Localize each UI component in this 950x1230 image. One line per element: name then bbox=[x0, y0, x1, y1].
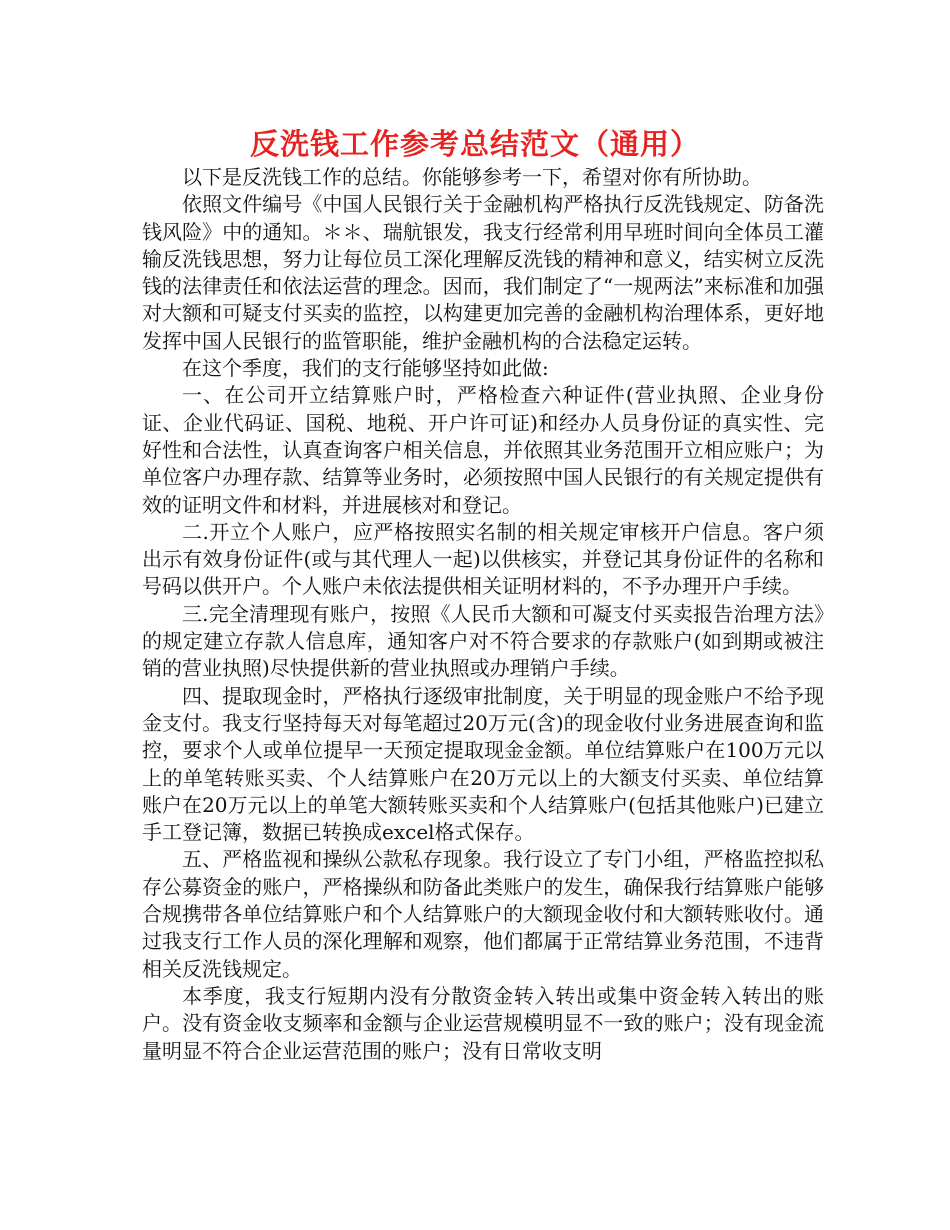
paragraph-item-5: 五、严格监视和操纵公款私存现象。我行设立了专门小组，严格监控拟私存公募资金的账户，严格操纵和防备此类账户的发生，确保我行结算账户能够合规携带各单位结算账户和个人结算账户的大额现金收付和大额转账收付。通过我支行工作人员的深化理解和观察，他们都属于正常结算业务范围，不违背相关反洗钱规定。 bbox=[142, 847, 824, 981]
document-title: 反洗钱工作参考总结范文（通用） bbox=[249, 127, 700, 161]
paragraph-item-4: 四、提取现金时，严格执行逐级审批制度，关于明显的现金账户不给予现金支付。我支行坚持每天对每笔超过20万元(含)的现金收付业务进展查询和监控，要求个人或单位提早一天预定提取现金金额。单位结算账户在100万元以上的单笔转账买卖、个人结算账户在20万元以上的大额支付买卖、单位结算账户在20万元以上的单笔大额转账买卖和个人结算账户(包括其他账户)已建立手工登记簿，数据已转换成excel格式保存。 bbox=[142, 683, 824, 845]
document-body bbox=[142, 164, 824, 1065]
paragraph-background: 依照文件编号《中国人民银行关于金融机构严格执行反洗钱规定、防备洗钱风险》中的通知。＊＊、瑞航银发，我支行经常利用早班时间向全体员工灌输反洗钱思想，努力让每位员工深化理解反洗钱的精神和意义，结实树立反洗钱的法律责任和依法运营的理念。因而，我们制定了“一规两法”来标准和加强对大额和可疑支付买卖的监控，以构建更加完善的金融机构治理体系，更好地发挥中国人民银行的监管职能，维护金融机构的合法稳定运转。 bbox=[142, 192, 824, 353]
paragraph-item-2: 二.开立个人账户，应严格按照实名制的相关规定审核开户信息。客户须出示有效身份证件(或与其代理人一起)以供核实，并登记其身份证件的名称和号码以供开户。个人账户未依法提供相关证明材料的，不予办理开户手续。 bbox=[142, 519, 824, 599]
paragraph-quarter-summary: 本季度，我支行短期内没有分散资金转入转出或集中资金转入转出的账户。没有资金收支频率和金额与企业运营规模明显不一致的账户；没有现金流量明显不符合企业运营范围的账户；没有日常收支明 bbox=[142, 983, 824, 1063]
paragraph-intro: 以下是反洗钱工作的总结。你能够参考一下，希望对你有所协助。 bbox=[182, 165, 762, 189]
paragraph-item-3: 三.完全清理现有账户，按照《人民币大额和可凝支付买卖报告治理方法》的规定建立存款人信息库，通知客户对不符合要求的存款账户(如到期或被注销的营业执照)尽快提供新的营业执照或办理销户手续。 bbox=[142, 601, 824, 681]
paragraph-item-1: 一、在公司开立结算账户时，严格检查六种证件(营业执照、企业身份证、企业代码证、国税、地税、开户许可证)和经办人员身份证的真实性、完好性和合法性，认真查询客户相关信息，并依照其业务范围开立相应账户；为单位客户办理存款、结算等业务时，必须按照中国人民银行的有关规定提供有效的证明文件和材料，并进展核对和登记。 bbox=[142, 383, 824, 517]
paragraph-quarter-lead: 在这个季度，我们的支行能够坚持如此做: bbox=[182, 356, 549, 381]
